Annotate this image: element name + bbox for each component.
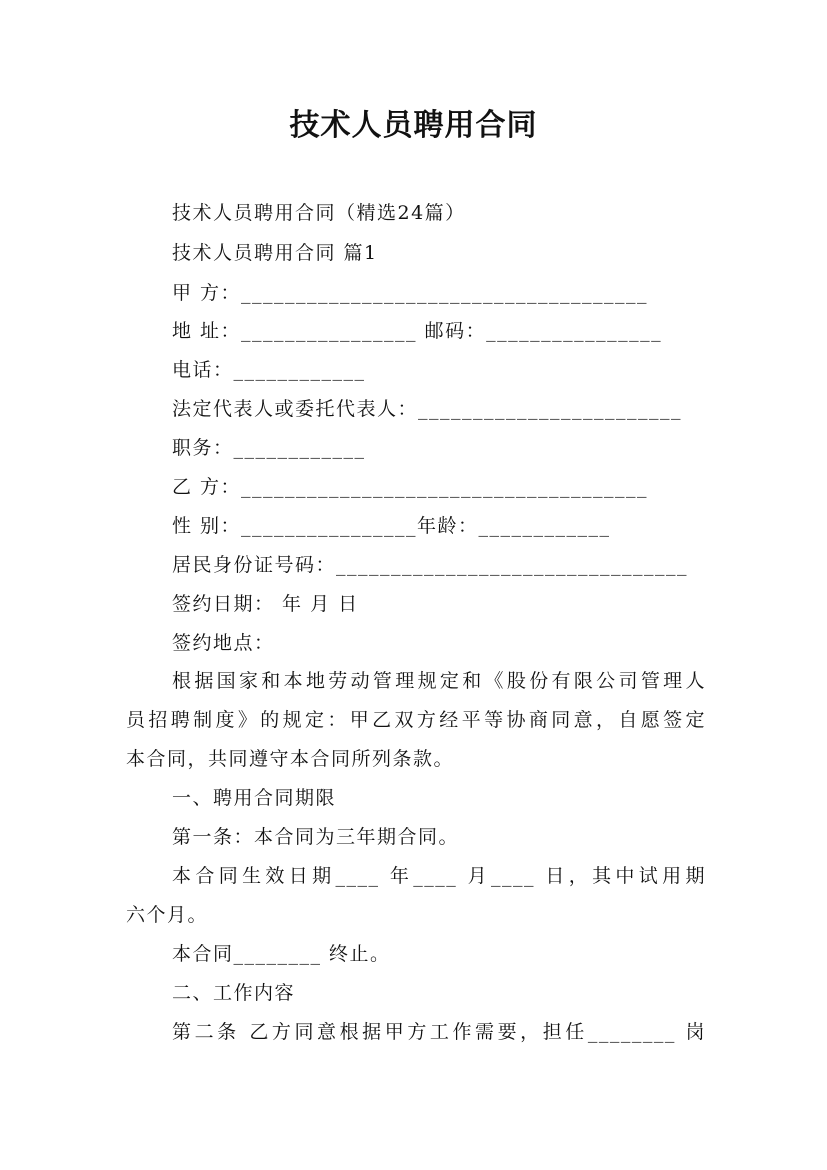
section-heading: 一、聘用合同期限 [172,787,337,809]
subtitle-line: 技术人员聘用合同（精选24篇） [172,202,466,224]
id-number-line: 居民身份证号码：________________________________ [172,554,689,576]
clause-line: 六个月。 [126,904,209,926]
section-heading: 技术人员聘用合同 篇1 [172,242,378,264]
section-heading: 二、工作内容 [172,982,296,1004]
clause-line: 第二条 乙方同意根据甲方工作需要，担任________ 岗 [172,1021,706,1043]
paragraph-line: 根据国家和本地劳动管理规定和《股份有限公司管理人 [172,670,706,692]
document-title: 技术人员聘用合同 [289,108,538,143]
gender-age-line: 性 别：________________年龄：____________ [172,515,611,537]
party-b-line: 乙 方：_____________________________________ [172,476,649,498]
phone-line: 电话：____________ [172,359,366,381]
representative-line: 法定代表人或委托代表人：________________________ [172,398,683,420]
paragraph-line: 员招聘制度》的规定：甲乙双方经平等协商同意，自愿签定 [126,709,706,731]
clause-line: 第一条：本合同为三年期合同。 [172,826,460,848]
paragraph-line: 本合同，共同遵守本合同所列条款。 [126,748,455,770]
position-line: 职务：____________ [172,437,366,459]
address-line: 地 址：________________ 邮码：________________ [172,320,663,342]
party-a-line: 甲 方：_____________________________________ [172,282,649,304]
signing-date-line: 签约日期： 年 月 日 [172,593,359,615]
signing-place-line: 签约地点： [172,632,275,654]
clause-line: 本合同________ 终止。 [172,943,391,965]
clause-line: 本合同生效日期____ 年____ 月____ 日，其中试用期 [172,865,706,887]
